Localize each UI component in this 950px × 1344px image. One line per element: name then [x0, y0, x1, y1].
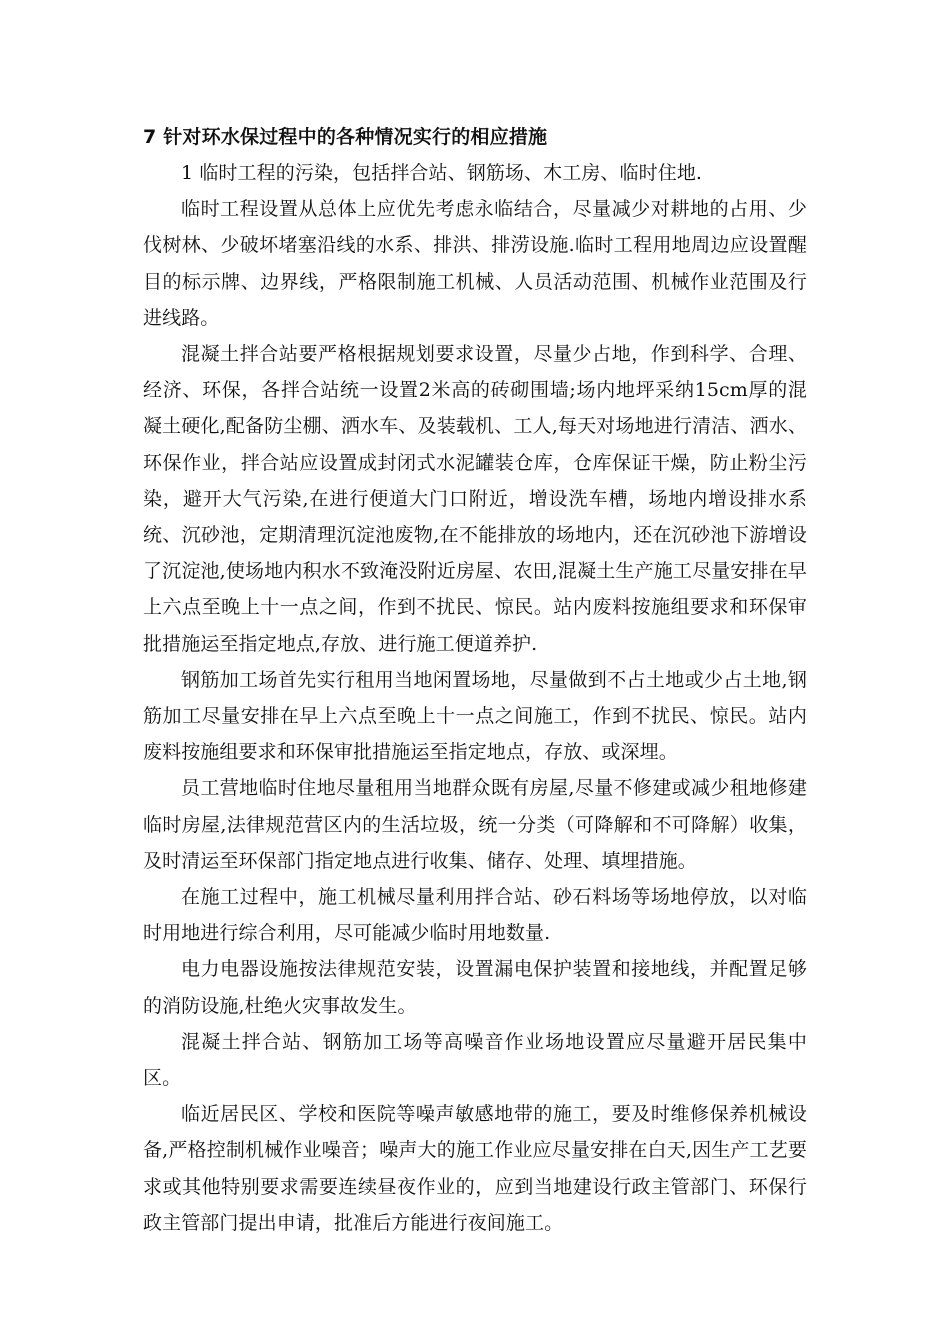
paragraph-temporary-works-intro: 1 临时工程的污染，包括拌合站、钢筋场、木工房、临时住地.	[181, 162, 703, 184]
paragraph-staff-camp: 员工营地临时住地尽量租用当地群众既有房屋,尽量不修建或减少租地修建临时房屋,法律规范营区内的生活垃圾，统一分类（可降解和不可降解）收集，及时清运至环保部门指定地点进行收集、储存、处理、填埋措施。	[143, 777, 807, 872]
paragraph-machinery-parking: 在施工过程中，施工机械尽量利用拌合站、砂石料场等场地停放，以对临时用地进行综合利用，尽可能减少临时用地数量.	[143, 886, 807, 945]
section-heading: 7 针对环水保过程中的各种情况实行的相应措施	[143, 126, 548, 148]
paragraph-rebar-yard: 钢筋加工场首先实行租用当地闲置场地，尽量做到不占土地或少占土地,钢筋加工尽量安排在早上六点至晚上十一点之间施工，作到不扰民、惊民。站内废料按施组要求和环保审批措施运至指定地点，存放、或深埋。	[143, 668, 807, 764]
document-body	[143, 119, 807, 1241]
paragraph-electrical-safety: 电力电器设施按法律规范安装，设置漏电保护装置和接地线，并配置足够的消防设施,杜绝火灾事故发生。	[143, 958, 807, 1017]
paragraph-noise-siting: 混凝土拌合站、钢筋加工场等高噪音作业场地设置应尽量避开居民集中区。	[143, 1030, 807, 1090]
paragraph-temporary-works-setup: 临时工程设置从总体上应优先考虑永临结合，尽量减少对耕地的占用、少伐树林、少破坏堵塞沿线的水系、排洪、排涝设施.临时工程用地周边应设置醒目的标示牌、边界线，严格限制施工机械、人员活动范围、机械作业范围及行进线路。	[143, 198, 807, 329]
paragraph-noise-sensitive-areas: 临近居民区、学校和医院等噪声敏感地带的施工，要及时维修保养机械设备,严格控制机械作业噪音；噪声大的施工作业应尽量安排在白天,因生产工艺要求或其他特别要求需要连续昼夜作业的，应到当地建设行政主管部门、环保行政主管部门提出申请，批准后方能进行夜间施工。	[143, 1103, 807, 1234]
paragraph-concrete-mixing-station: 混凝土拌合站要严格根据规划要求设置，尽量少占地，作到科学、合理、经济、环保，各拌合站统一设置2米高的砖砌围墙;场内地坪采纳15cm厚的混凝土硬化,配备防尘棚、洒水车、及装载机、工人,每天对场地进行清洁、洒水、环保作业，拌合站应设置成封闭式水泥罐装仓库，仓库保证干燥，防止粉尘污染，避开大气污染,在进行便道大门口附近，增设洗车槽，场地内增设排水系统、沉砂池，定期清理沉淀池废物,在不能排放的场地内，还在沉砂池下游增设了沉淀池,使场地内积水不致淹没附近房屋、农田,混凝土生产施工尽量安排在早上六点至晚上十一点之间，作到不扰民、惊民。站内废料按施组要求和环保审批措施运至指定地点,存放、进行施工便道养护.	[143, 343, 807, 655]
